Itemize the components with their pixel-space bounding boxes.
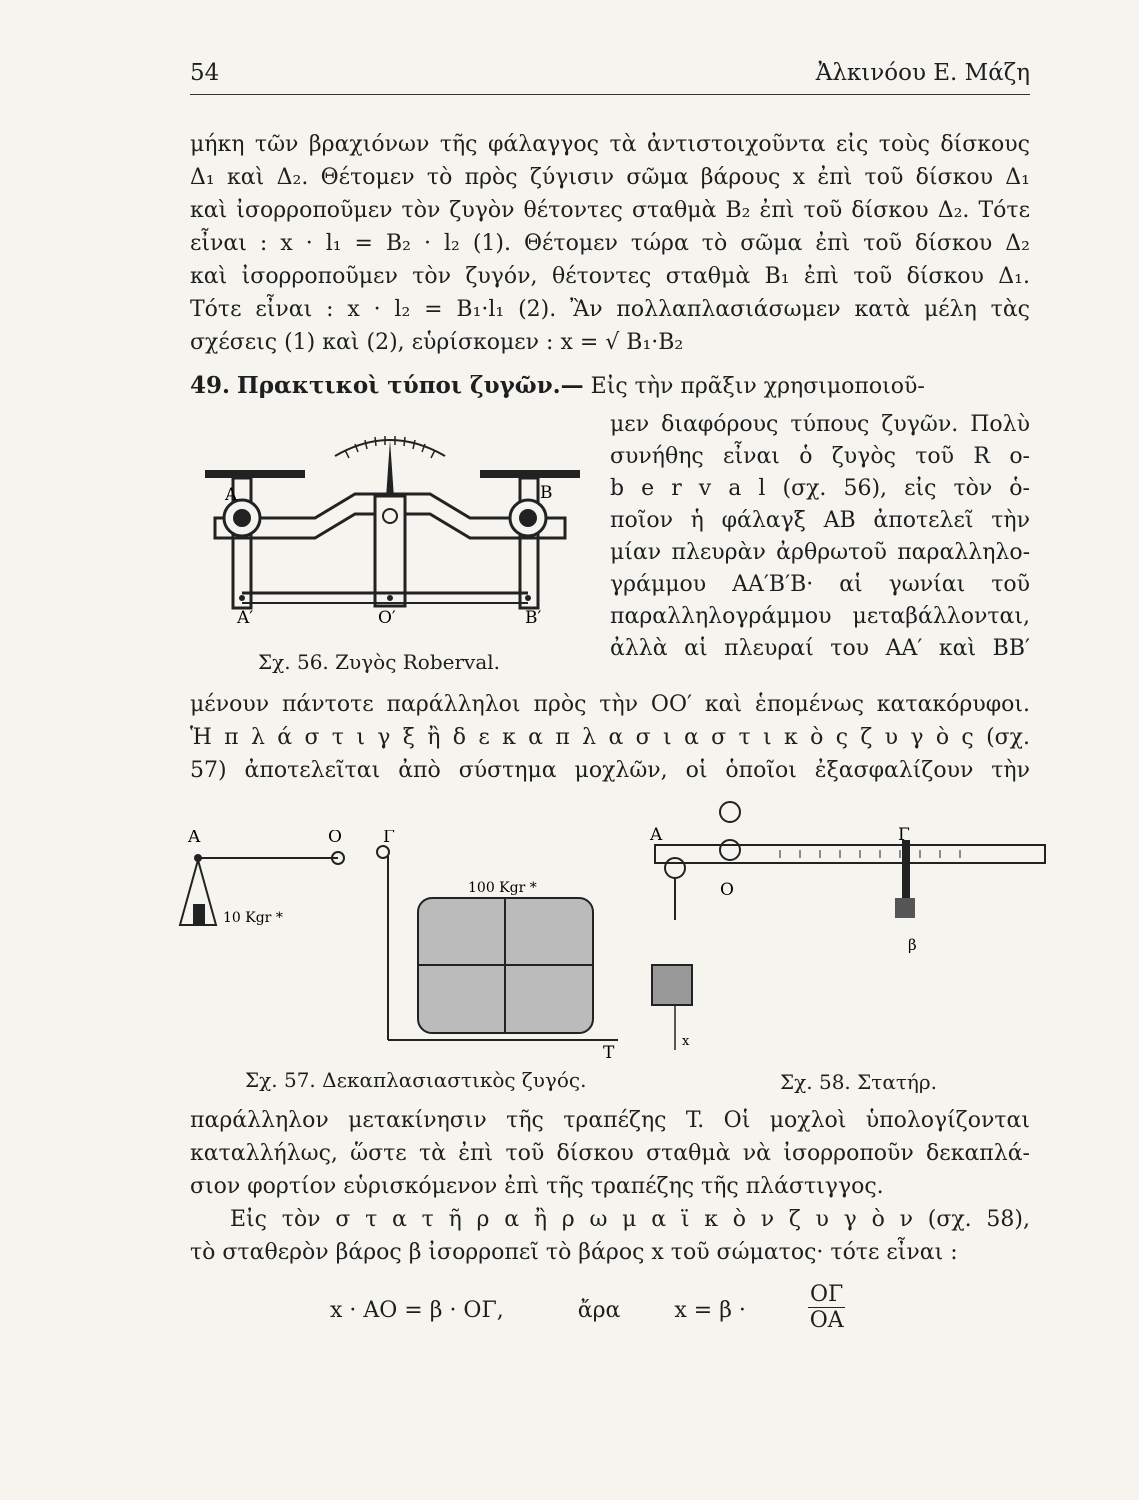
text-line: μένουν πάντοτε παράλληλοι πρὸς τὴν OO′ καὶ ἑπομένως κατακόρυφοι. [190,692,1030,717]
formula-therefore: ἄρα [577,1298,621,1323]
label-O-prime: O′ [378,608,396,628]
figure-56-caption: Σχ. 56. Ζυγὸς Roberval. [258,650,501,674]
text-line: ἀλλὰ αἱ πλευραί του AA′ καὶ BB′ [610,636,1030,661]
page-number: 54 [190,60,220,86]
text-line: γράμμου AA′B′B· αἱ γωνίαι τοῦ [610,572,1030,597]
narrow-column [610,409,1030,665]
section-number: 49. [190,372,231,399]
text-line: παραλληλογράμμου μεταβάλλονται, [610,604,1030,629]
paragraph-3 [190,1104,1030,1269]
text-line: 57) ἀποτελεῖται ἀπὸ σύστημα μοχλῶν, οἱ ὁποῖοι ἐξασφαλίζουν τὴν [190,758,1030,783]
page-header [190,60,1030,95]
text-line: b e r v a l (σχ. 56), εἰς τὸν ὁ- [610,476,1030,501]
figure-58-steelyard [640,800,1050,1060]
text-line: συνήθης εἶναι ὁ ζυγὸς τοῦ R o- [610,444,1030,469]
text-line: Εἰς τὸν σ τ α τ ῆ ρ α ἢ ρ ω μ α ϊ κ ὸ ν ζ υ γ ὸ ν (σχ. 58), [230,1207,1030,1232]
text-line: σχέσεις (1) καὶ (2), εὑρίσκομεν : x = √ B₁·B₂ [190,330,684,355]
running-head-author: Ἀλκινόου Ε. Μάζη [815,60,1030,86]
figure-57-caption: Σχ. 57. Δεκαπλασιαστικὸς ζυγός. [245,1068,587,1092]
label-A-prime: A′ [237,608,254,628]
figure-56-roberval [195,418,585,638]
label-A: A [225,485,238,505]
label-O: O [720,880,734,900]
weight-100-kgr: 100 Kgr * [468,880,537,896]
label-O: O [328,830,342,847]
text-line: εἶναι : x · l₁ = B₂ · l₂ (1). Θέτομεν τώρα τὸ σῶμα ἐπὶ τοῦ δίσκου Δ₂ [190,231,1030,256]
formula [330,1298,746,1323]
fraction-numerator: OΓ [810,1282,844,1307]
label-A: A [188,830,201,847]
label-x: x [682,1034,690,1049]
label-beta: β [908,936,917,954]
label-T: T [603,1043,615,1060]
paragraph-2 [190,688,1030,787]
formula-right: x = β · [674,1298,746,1323]
label-Gamma: Γ [898,825,910,845]
figure-58-caption: Σχ. 58. Στατήρ. [780,1070,938,1094]
figure-57-decimal-balance [178,830,628,1060]
text-line: μήκη τῶν βραχιόνων τῆς φάλαγγος τὰ ἀντιστοιχοῦντα εἰς τοὺς δίσκους [190,132,1030,157]
text-line: καὶ ἰσορροποῦμεν τὸν ζυγόν, θέτοντες σταθμὰ B₁ ἐπὶ τοῦ δίσκου Δ₁. [190,264,1030,289]
section-lead: Εἰς τὴν πρᾶξιν χρησιμοποιοῦ- [590,374,925,399]
paragraph-1 [190,128,1030,359]
fraction-denominator: OA [809,1308,844,1333]
text-line: μεν διαφόρους τύπους ζυγῶν. Πολὺ [610,412,1030,437]
weight-10-kgr: 10 Kgr * [223,910,283,926]
text-line: τὸ σταθερὸν βάρος β ἰσορροπεῖ τὸ βάρος x τοῦ σώματος· τότε εἶναι : [190,1240,958,1265]
section-heading [190,372,925,399]
label-Gamma: Γ [383,830,395,847]
text-line: παράλληλον μετακίνησιν τῆς τραπέζης T. Οἱ μοχλοὶ ὑπολογίζονται [190,1108,1030,1133]
text-line: Ἡ π λ ά σ τ ι γ ξ ἢ δ ε κ α π λ α σ ι α σ τ ι κ ὸ ς ζ υ γ ὸ ς (σχ. [190,725,1030,750]
text-line: μίαν πλευρὰν ἀρθρωτοῦ παραλληλο- [610,540,1030,565]
text-line: καὶ ἰσορροποῦμεν τὸν ζυγὸν θέτοντες σταθμὰ B₂ ἐπὶ τοῦ δίσκου Δ₂. Τότε [190,198,1030,223]
text-line: καταλλήλως, ὥστε τὰ ἐπὶ τοῦ δίσκου σταθμὰ νὰ ἰσορροποῦν δεκαπλά- [190,1141,1030,1166]
label-B-prime: B′ [525,608,542,628]
text-line: ποῖον ἡ φάλαγξ AB ἀποτελεῖ τὴν [610,508,1030,533]
label-B: B [540,483,553,503]
text-line: σιον φορτίον εὑρισκόμενον ἐπὶ τῆς τραπέζης τῆς πλάστιγγος. [190,1174,884,1199]
label-A: A [650,825,663,845]
text-line: Τότε εἶναι : x · l₂ = B₁·l₁ (2). Ἂν πολλαπλασιάσωμεν κατὰ μέλη τὰς [190,297,1030,322]
text-line: Δ₁ καὶ Δ₂. Θέτομεν τὸ πρὸς ζύγισιν σῶμα βάρους x ἐπὶ τοῦ δίσκου Δ₁ [190,165,1030,190]
section-title: Πρακτικοὶ τύποι ζυγῶν.— [237,372,584,399]
formula-left: x · AO = β · OΓ, [330,1298,504,1323]
formula-fraction [808,1282,845,1333]
